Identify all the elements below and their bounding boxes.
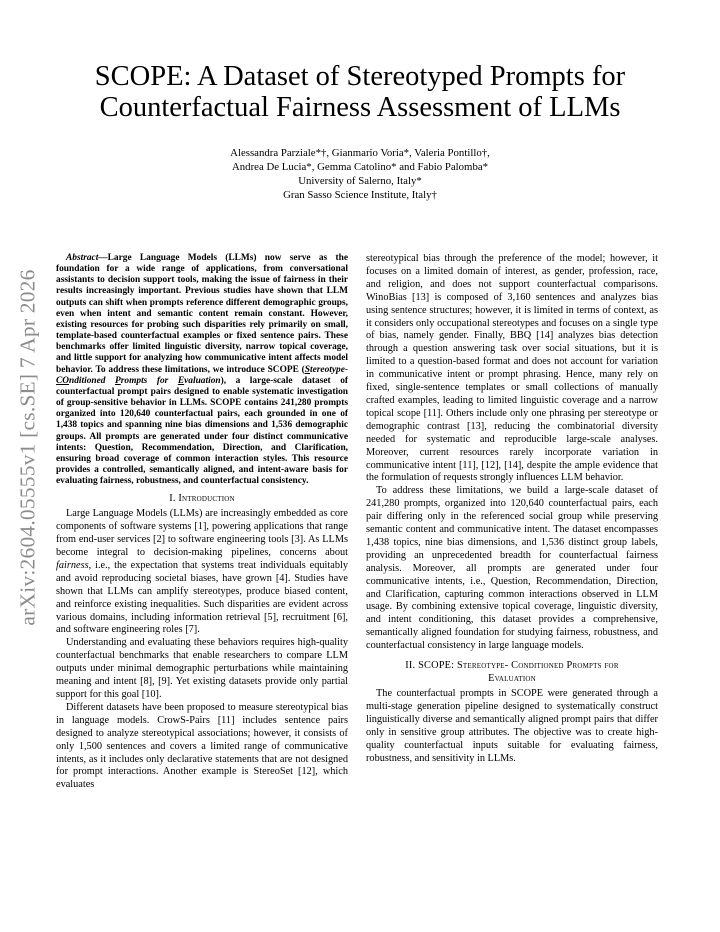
- intro-paragraph-2: Understanding and evaluating these behaviors requires high-quality counterfactual benchmarks that enable researchers to compare LLM outputs under minimal demographic perturbations while maintaining meaning and intent [8], [9]. Yet existing datasets provide only partial support for this goal [10].: [56, 637, 348, 700]
- author-line-2: Andrea De Lucia*, Gemma Catolino* and Fabio Palomba*: [231, 161, 489, 173]
- arxiv-identifier-stamp[interactable]: [14, 235, 42, 660]
- paper-title: [60, 61, 660, 123]
- intro-paragraph-4: To address these limitations, we build a large-scale dataset of 241,280 prompts, organized into 120,640 counterfactual pairs, each pair differing only in the referenced social group while preserving semantic content and communicative intent. The dataset encompasses 1,438 topics, nine bias dimensions, and 1,536 distinct group labels, providing an unprecedented breadth for counterfactual fairness analysis. Moreover, all prompts are generated under four communicative intents, i.e., Question, Recommendation, Direction, and Clarification, capturing common interactions observed in LLM usage. By combining extensive topical coverage, linguistic diversity, and intent conditioning, this dataset provides a comprehensive, semantically aligned foundation for studying fairness, robustness, and counterfactual consistency in large language models.: [366, 485, 658, 652]
- left-column: [56, 253, 348, 792]
- abstract-acronym-expansion: Stereotype-COnditioned Prompts for Evaluation: [56, 364, 348, 386]
- section-heading-scope-line-1: II. SCOPE: Stereotype- Conditioned Prompts for: [405, 660, 619, 672]
- section-heading-scope: [366, 659, 658, 685]
- fairness-term: fairness: [56, 559, 89, 571]
- intro-paragraph-1: Large Language Models (LLMs) are increasingly embedded as core components of software systems [1], powering applications that range from end-user services [2] to software engineering tools [3]. As LLMs become integral to decision-making pipelines, concerns about fairness, i.e., the expectation that systems treat individuals equitably and avoid reproducing societal biases, have grown [4]. Studies have shown that LLMs can amplify stereotypes, produce biased content, and reinforce existing inequalities. Such disparities are evident across various domains, including information retrieval [5], recruitment [6], and software engineering roles [7].: [56, 508, 348, 636]
- arxiv-identifier-text: arXiv:2604.05555v1 [cs.SE] 7 Apr 2026: [15, 269, 40, 626]
- abstract-text-b: ), a large-scale dataset of counterfactual prompt pairs designed to enable systematic investigation of group-sensitive behavior in LLMs. SCOPE contains 241,280 prompts organized into 120,640 counterfactual pairs, each grounded in one of 1,438 topics and spanning nine bias dimensions and 1,536 demographic groups. All prompts are generated under four distinct communicative intents: Question, Recommendation, Direction, and Clarification, ensuring broad coverage of common interaction styles. This resource provides a controlled, semantically aligned, and intent-aware basis for evaluating fairness, robustness, and counterfactual consistency.: [56, 375, 349, 487]
- abstract-label: Abstract: [66, 253, 99, 263]
- section-heading-introduction: I. Introduction: [169, 493, 235, 505]
- abstract: [56, 253, 348, 487]
- author-line-1: Alessandra Parziale*†, Gianmario Voria*, Valeria Pontillo†,: [230, 147, 490, 159]
- intro-paragraph-3-continued: stereotypical bias through the preference of the model; however, it focuses on a limited domain of interest, as gender, profession, race, and religion, and does not support counterfactual comparisons. WinoBias [13] is composed of 3,160 sentences and analyzes bias using sentence structures; however, it is limited in terms of context, as it considers only occupational stereotypes and focuses on a single type of bias, namely gender. Finally, BBQ [14] analyzes bias detection through a question answering task over social situations, but it is limited to a question-based format and does not account for variation in communicative intent or prompt phrasing. Hence, many rely on fixed, single-sentence templates or small collections of manually crafted examples, leading to limited linguistic coverage and a narrow topical scope [11]. Others include only one phrasing per stereotype or demographic contrast [13], reducing the combinatorial diversity needed for systematic and reproducible large-scale analyses. Moreover, current resources rarely incorporate variation in communicative intent [11], [12], [14], despite the ample evidence that the formulation of requests strongly influences LLM behavior.: [366, 253, 658, 484]
- title-line-1: SCOPE: A Dataset of Stereotyped Prompts for: [94, 61, 626, 92]
- title-line-2: Counterfactual Fairness Assessment of LLMs: [99, 92, 621, 123]
- right-column: [366, 253, 658, 766]
- scope-paragraph-1: The counterfactual prompts in SCOPE were generated through a multi-stage generation pipeline designed to systematically construct linguistically diverse and semantically aligned prompt pairs that differ only in sensitive group attributes. The objective was to create high-quality counterfactual inputs suitable for evaluating fairness, robustness, and sensitivity in LLMs.: [366, 688, 658, 764]
- affiliation-1: University of Salerno, Italy*: [298, 175, 422, 187]
- intro-paragraph-3: Different datasets have been proposed to measure stereotypical bias in language models. CrowS-Pairs [11] includes sentence pairs designed to analyze stereotypical associations; however, it consists of only 1,500 sentences and covers a limited range of communicative intents, as it includes only declarative statements that are not designed for prompt interactions. Another example is StereoSet [12], which evaluates: [56, 701, 348, 791]
- author-block: [120, 146, 600, 202]
- affiliation-2: Gran Sasso Science Institute, Italy†: [283, 189, 437, 201]
- section-heading-scope-line-2: Evaluation: [488, 673, 536, 685]
- abstract-text-a: —Large Language Models (LLMs) now serve as the foundation for a wide range of applications, from conversational assistants to decision support tools, making the issue of fairness in their results increasingly important. Previous studies have shown that LLM outputs can shift when prompts reference different demographic groups, even when intent and semantic content remain constant. However, existing resources for probing such disparities rely primarily on small, template-based counterfactual examples or fixed sentence pairs. These benchmarks offer limited linguistic diversity, narrow topical coverage, and little support for analyzing how communicative intent affects model behavior. To address these limitations, we introduce SCOPE (: [56, 253, 348, 375]
